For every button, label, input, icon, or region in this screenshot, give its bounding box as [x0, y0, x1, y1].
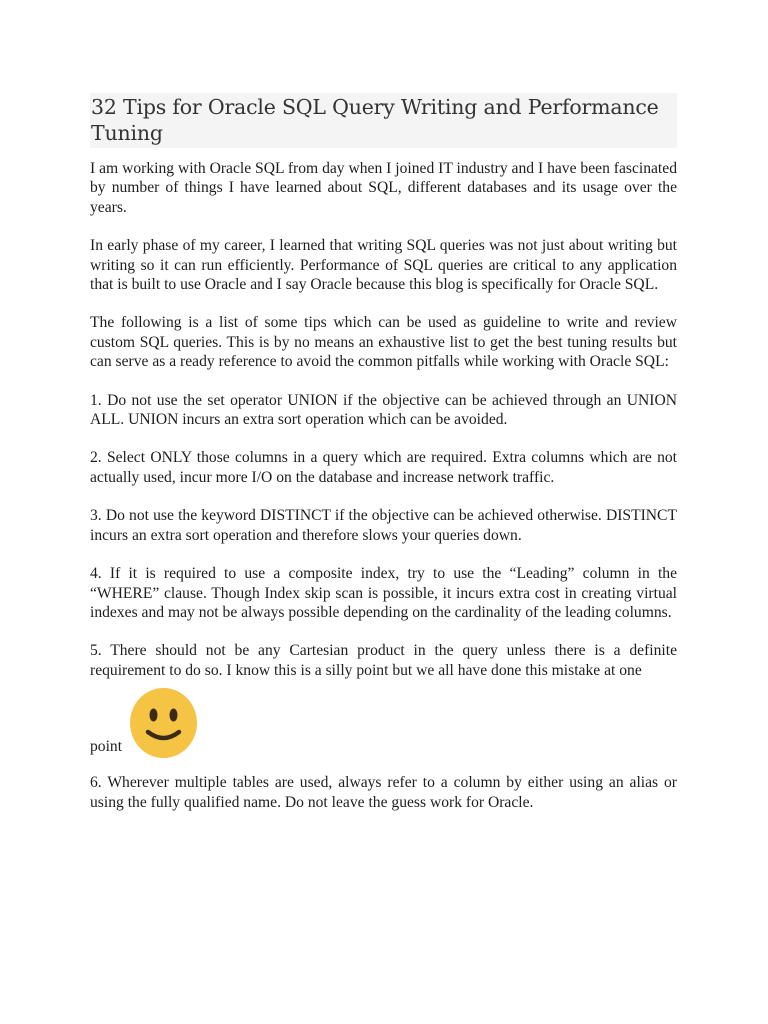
- emoji-face: [130, 688, 197, 758]
- emoji-right-eye: [170, 709, 178, 722]
- document-page: [90, 93, 677, 831]
- paragraph-career: In early phase of my career, I learned that writing SQL queries was not just about writing but writing so it can run efficiently. Performance of SQL queries are critical to any application that is built to use Oracle and I say Oracle because this blog is specifically for Oracle SQL.: [90, 237, 677, 294]
- point-word: point: [90, 737, 123, 755]
- tip-3: 3. Do not use the keyword DISTINCT if the objective can be achieved otherwise. DISTINCT incurs an extra sort operation and therefore slows your queries down.: [90, 507, 677, 544]
- paragraph-intro: I am working with Oracle SQL from day when I joined IT industry and I have been fascinated by number of things I have learned about SQL, different databases and its usage over the years.: [90, 160, 677, 216]
- tip-6: 6. Wherever multiple tables are used, always refer to a column by either using an alias or using the fully qualified name. Do not leave the guess work for Oracle.: [90, 774, 677, 811]
- tip-2: 2. Select ONLY those columns in a query which are required. Extra columns which are not actually used, incur more I/O on the database and increase network traffic.: [90, 449, 677, 486]
- tip-4: 4. If it is required to use a composite index, try to use the “Leading” column in the “WHERE” clause. Though Index skip scan is possible, it incurs extra cost in creating virtual indexes and may not be always possible depending on the cardinality of the leading columns.: [90, 565, 677, 621]
- title-bar: [90, 93, 677, 148]
- tip-5: 5. There should not be any Cartesian product in the query unless there is a definite requirement to do so. I know this is a silly point but we all have done this mistake at one: [90, 642, 677, 679]
- tip-5-continuation: [90, 680, 677, 756]
- paragraph-list-intro: The following is a list of some tips which can be used as guideline to write and review custom SQL queries. This is by no means an exhaustive list to get the best tuning results but can serve as a ready reference to avoid the common pitfalls while working with Oracle SQL:: [90, 314, 677, 371]
- tip-1: 1. Do not use the set operator UNION if the objective can be achieved through an UNION ALL. UNION incurs an extra sort operation which can be avoided.: [90, 391, 677, 429]
- slightly-smiling-face-icon: [130, 688, 197, 758]
- page-title: 32 Tips for Oracle SQL Query Writing and Performance Tuning: [91, 95, 659, 145]
- emoji-left-eye: [150, 709, 158, 722]
